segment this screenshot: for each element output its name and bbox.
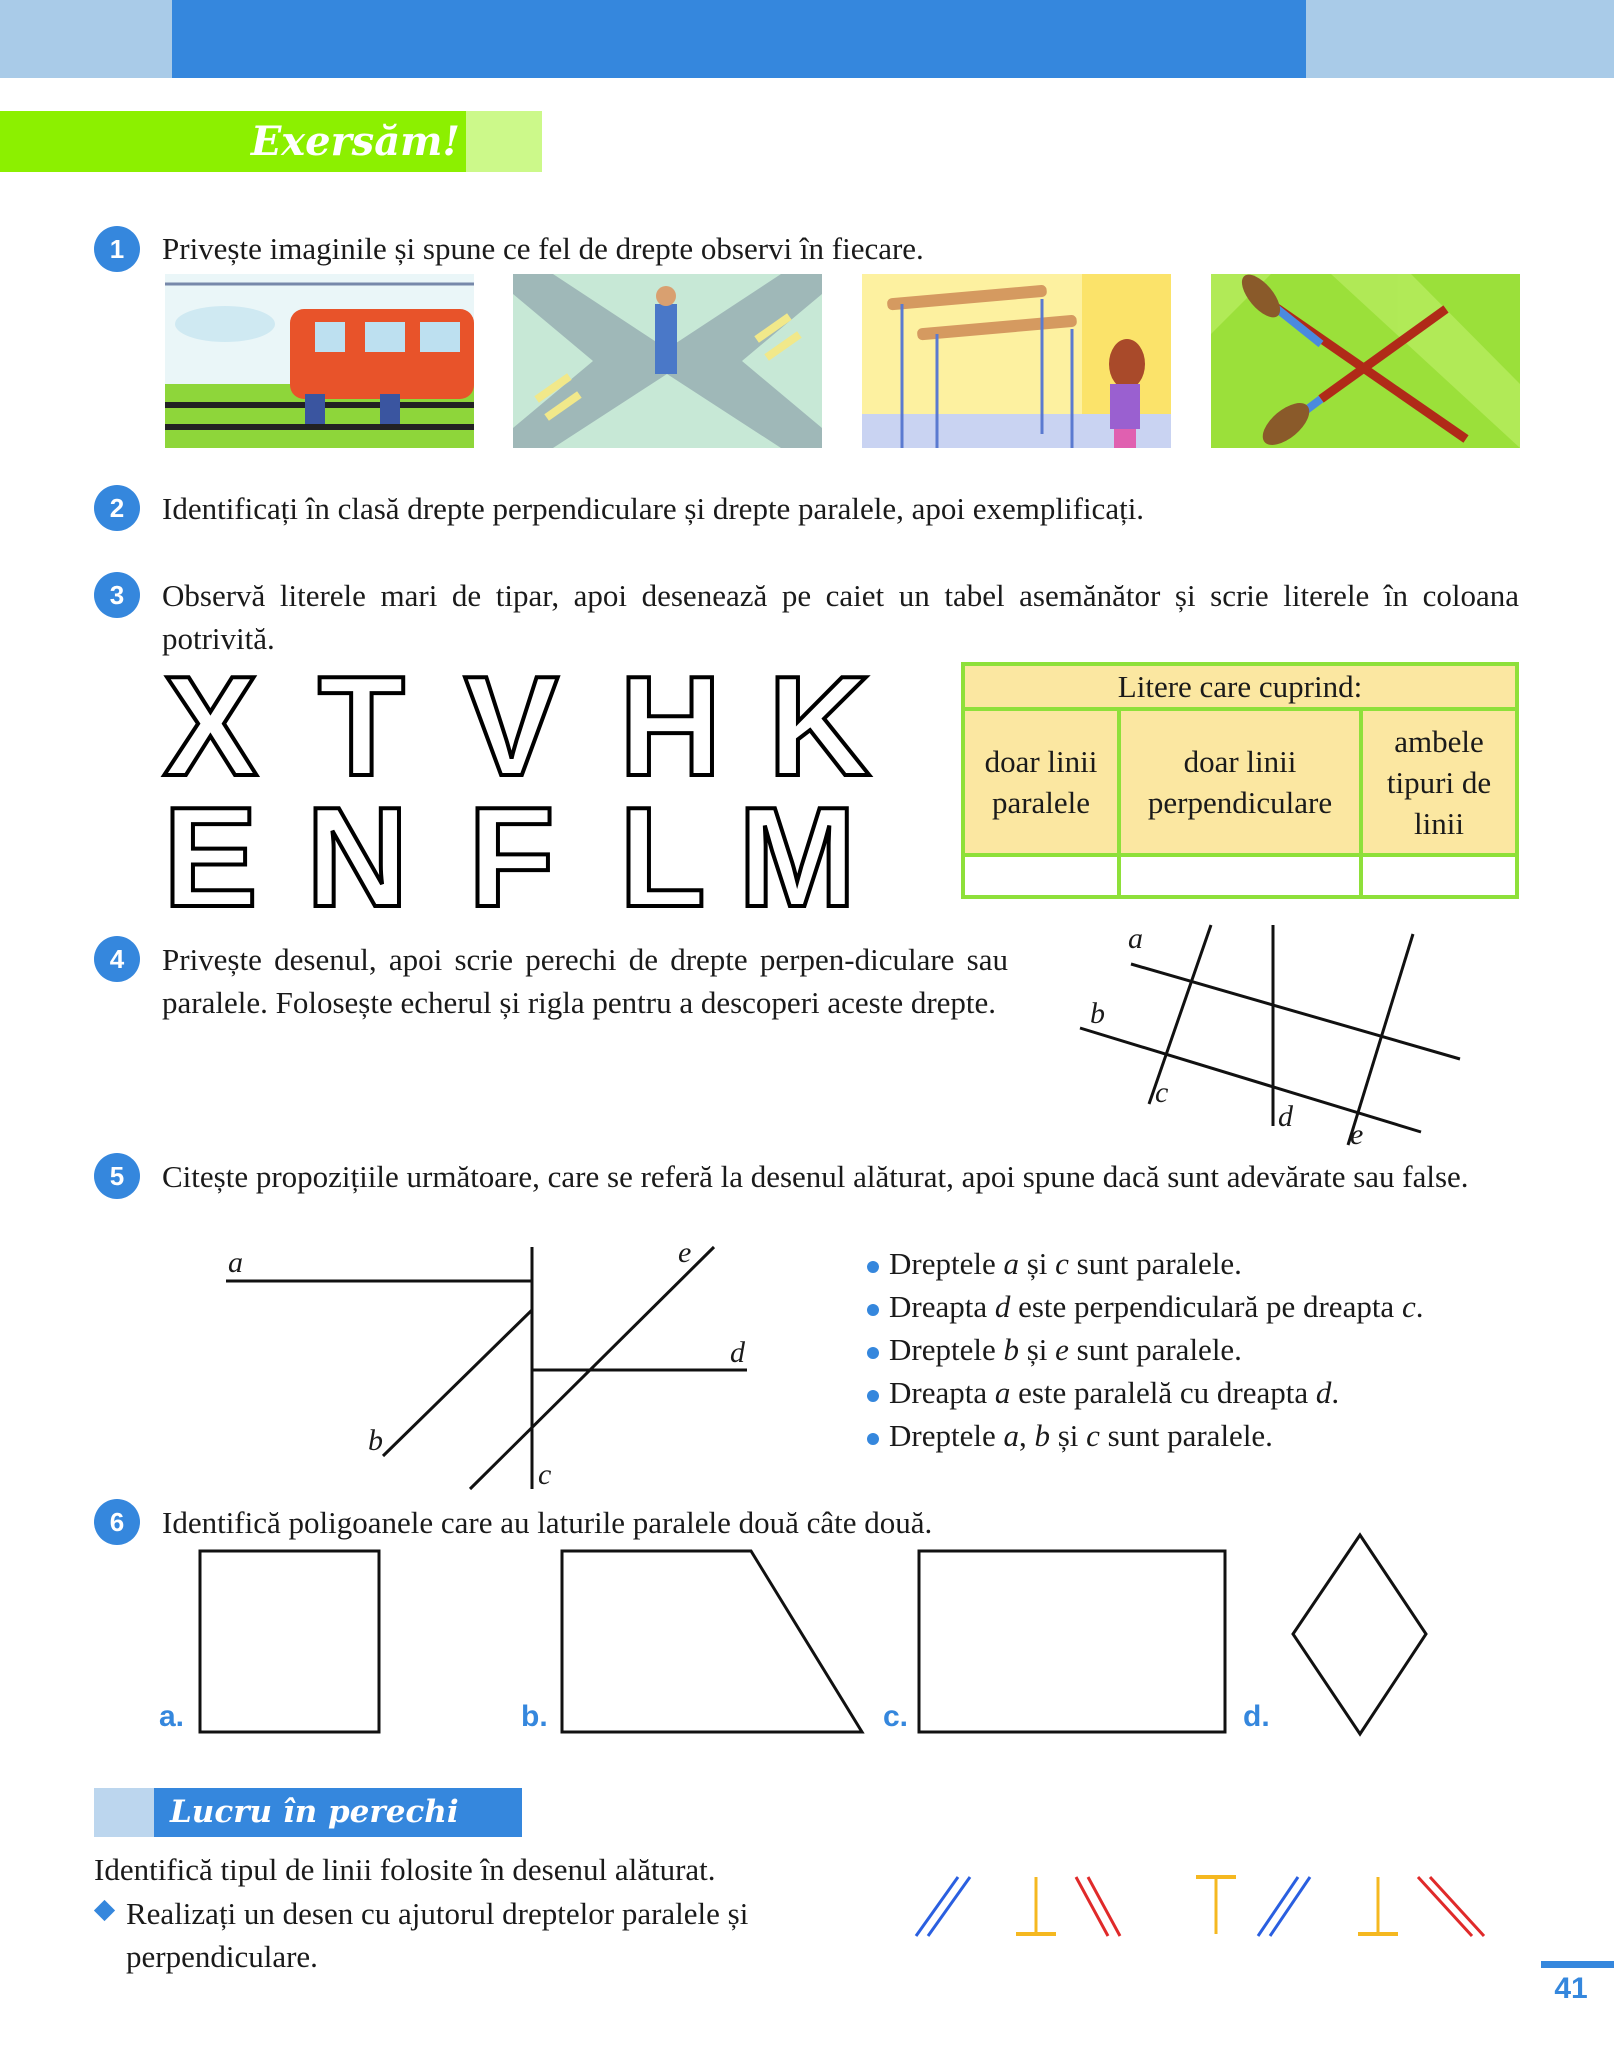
- bullet-icon: [867, 1347, 879, 1359]
- bullet-icon: [867, 1261, 879, 1273]
- polygon-rectangle: [919, 1551, 1225, 1732]
- polygon-trapezoid: [562, 1551, 862, 1732]
- letter-k: K: [768, 647, 871, 806]
- statement-text: ,: [1018, 1418, 1035, 1453]
- letter-n: N: [306, 778, 409, 937]
- statement-text: și: [1018, 1332, 1056, 1367]
- fig5-line-b: [383, 1310, 532, 1456]
- exercise-text-2: Identificați în clasă drepte perpendiculare și drepte paralele, apoi exemplificați.: [162, 491, 1145, 526]
- table-column-perpendicular: doar linii perpendiculare: [1119, 709, 1361, 855]
- fig4-line-e: [1348, 934, 1413, 1145]
- line-name: e: [1055, 1332, 1069, 1367]
- page-number-bar: [1541, 1961, 1614, 1968]
- line-name: c: [1055, 1246, 1069, 1281]
- exercise-text-4: Privește desenul, apoi scrie perechi de drepte perpen-diculare sau paralele. Folosește echerul și rigla pentru a descoperi aceste drepte.: [162, 942, 1008, 1020]
- polygon-rhombus: [1293, 1535, 1426, 1734]
- letter-t: T: [318, 647, 405, 806]
- polygon-label-a: a.: [159, 1700, 185, 1733]
- statement-text: sunt paralele.: [1068, 1332, 1242, 1367]
- fig4-label-d: d: [1278, 1100, 1293, 1133]
- letter-v: V: [464, 647, 559, 806]
- pair-work-text: Identifică tipul de linii folosite în desenul alăturat.: [94, 1852, 716, 1887]
- statement-text: .: [1331, 1375, 1340, 1410]
- pair-work-drawing: [916, 1877, 1484, 1936]
- line-name: a: [1003, 1418, 1019, 1453]
- statement-item: [867, 1371, 1339, 1414]
- section-title: Exersăm!: [250, 118, 460, 165]
- table-column-parallel: doar linii paralele: [963, 709, 1119, 855]
- fig5-label-c: c: [538, 1458, 552, 1491]
- statement-text: Dreptele: [889, 1246, 1004, 1281]
- exercise-number-3: 3: [94, 572, 140, 618]
- statement-text: Dreapta: [889, 1375, 995, 1410]
- pair-work-task: Realizați un desen cu ajutorul dreptelor paralele și perpendiculare.: [126, 1896, 749, 1974]
- line-name: b: [1003, 1332, 1019, 1367]
- fig5-label-e: e: [678, 1236, 692, 1269]
- exercise-number-4: 4: [94, 936, 140, 982]
- exercise-number-2: 2: [94, 485, 140, 531]
- exercise-text-6: Identifică poligoanele care au laturile paralele două câte două.: [162, 1505, 933, 1540]
- line-name: b: [1034, 1418, 1050, 1453]
- table-header: Litere care cuprind:: [963, 664, 1517, 709]
- diamond-bullet-icon: [94, 1900, 116, 1922]
- line-name: d: [1315, 1375, 1332, 1410]
- letter-e: E: [163, 778, 258, 937]
- fig4-label-e: e: [1350, 1118, 1364, 1151]
- statement-text: este paralelă cu dreapta: [1010, 1375, 1316, 1410]
- exercise-text-3: Observă literele mari de tipar, apoi desenează pe caiet un tabel asemănător și scrie literele în coloana potrivită.: [162, 578, 1519, 656]
- bullet-icon: [867, 1390, 879, 1402]
- statement-text: sunt paralele.: [1099, 1418, 1273, 1453]
- fig4-label-b: b: [1090, 997, 1105, 1030]
- pair-work-banner-accent: [94, 1788, 154, 1837]
- exercise-number-6: 6: [94, 1499, 140, 1545]
- exercise-text-5: Citește propozițiile următoare, care se referă la desenul alăturat, apoi spune dacă sunt adevărate sau false.: [162, 1159, 1469, 1194]
- line-name: a: [1003, 1246, 1019, 1281]
- statement-text: Dreapta: [889, 1289, 995, 1324]
- fig4-line-b: [1080, 1028, 1421, 1132]
- polygon-label-b: b.: [521, 1700, 548, 1733]
- statement-text: și: [1018, 1246, 1056, 1281]
- statement-item: [867, 1328, 1242, 1371]
- line-name: d: [994, 1289, 1011, 1324]
- statement-item: [867, 1242, 1242, 1285]
- exercise-text-1: Privește imaginile și spune ce fel de drepte observi în fiecare.: [162, 231, 924, 266]
- fig4-label-c: c: [1155, 1076, 1169, 1109]
- fig4-label-a: a: [1128, 922, 1143, 955]
- statement-item: [867, 1414, 1273, 1457]
- table-column-both: ambele tipuri de linii: [1361, 709, 1517, 855]
- letter-h: H: [619, 647, 722, 806]
- letter-m: M: [738, 778, 857, 937]
- statement-item: [867, 1285, 1423, 1328]
- letter-x: X: [163, 647, 258, 806]
- pair-work-title: Lucru în perechi: [154, 1788, 522, 1837]
- polygon-label-d: d.: [1243, 1700, 1270, 1733]
- exercise-number-5: 5: [94, 1153, 140, 1199]
- line-name: c: [1086, 1418, 1100, 1453]
- line-name: a: [994, 1375, 1011, 1410]
- statement-text: Dreptele: [889, 1418, 1004, 1453]
- line-name: c: [1401, 1289, 1416, 1324]
- fig5-line-e: [470, 1247, 714, 1489]
- fig5-label-d: d: [730, 1336, 745, 1369]
- statement-text: este perpendiculară pe dreapta: [1010, 1289, 1402, 1324]
- fig5-label-b: b: [368, 1424, 383, 1457]
- letter-f: F: [468, 778, 555, 937]
- letter-l: L: [619, 778, 706, 937]
- bullet-icon: [867, 1304, 879, 1316]
- statement-text: Dreptele: [889, 1332, 1004, 1367]
- exercise-number-1: 1: [94, 226, 140, 272]
- polygon-square: [200, 1551, 379, 1732]
- bullet-icon: [867, 1433, 879, 1445]
- polygon-label-c: c.: [883, 1700, 909, 1733]
- statement-text: .: [1415, 1289, 1424, 1324]
- fig5-label-a: a: [228, 1246, 243, 1279]
- statement-text: sunt paralele.: [1068, 1246, 1242, 1281]
- statement-text: și: [1049, 1418, 1087, 1453]
- page-number: 41: [1554, 1972, 1588, 2005]
